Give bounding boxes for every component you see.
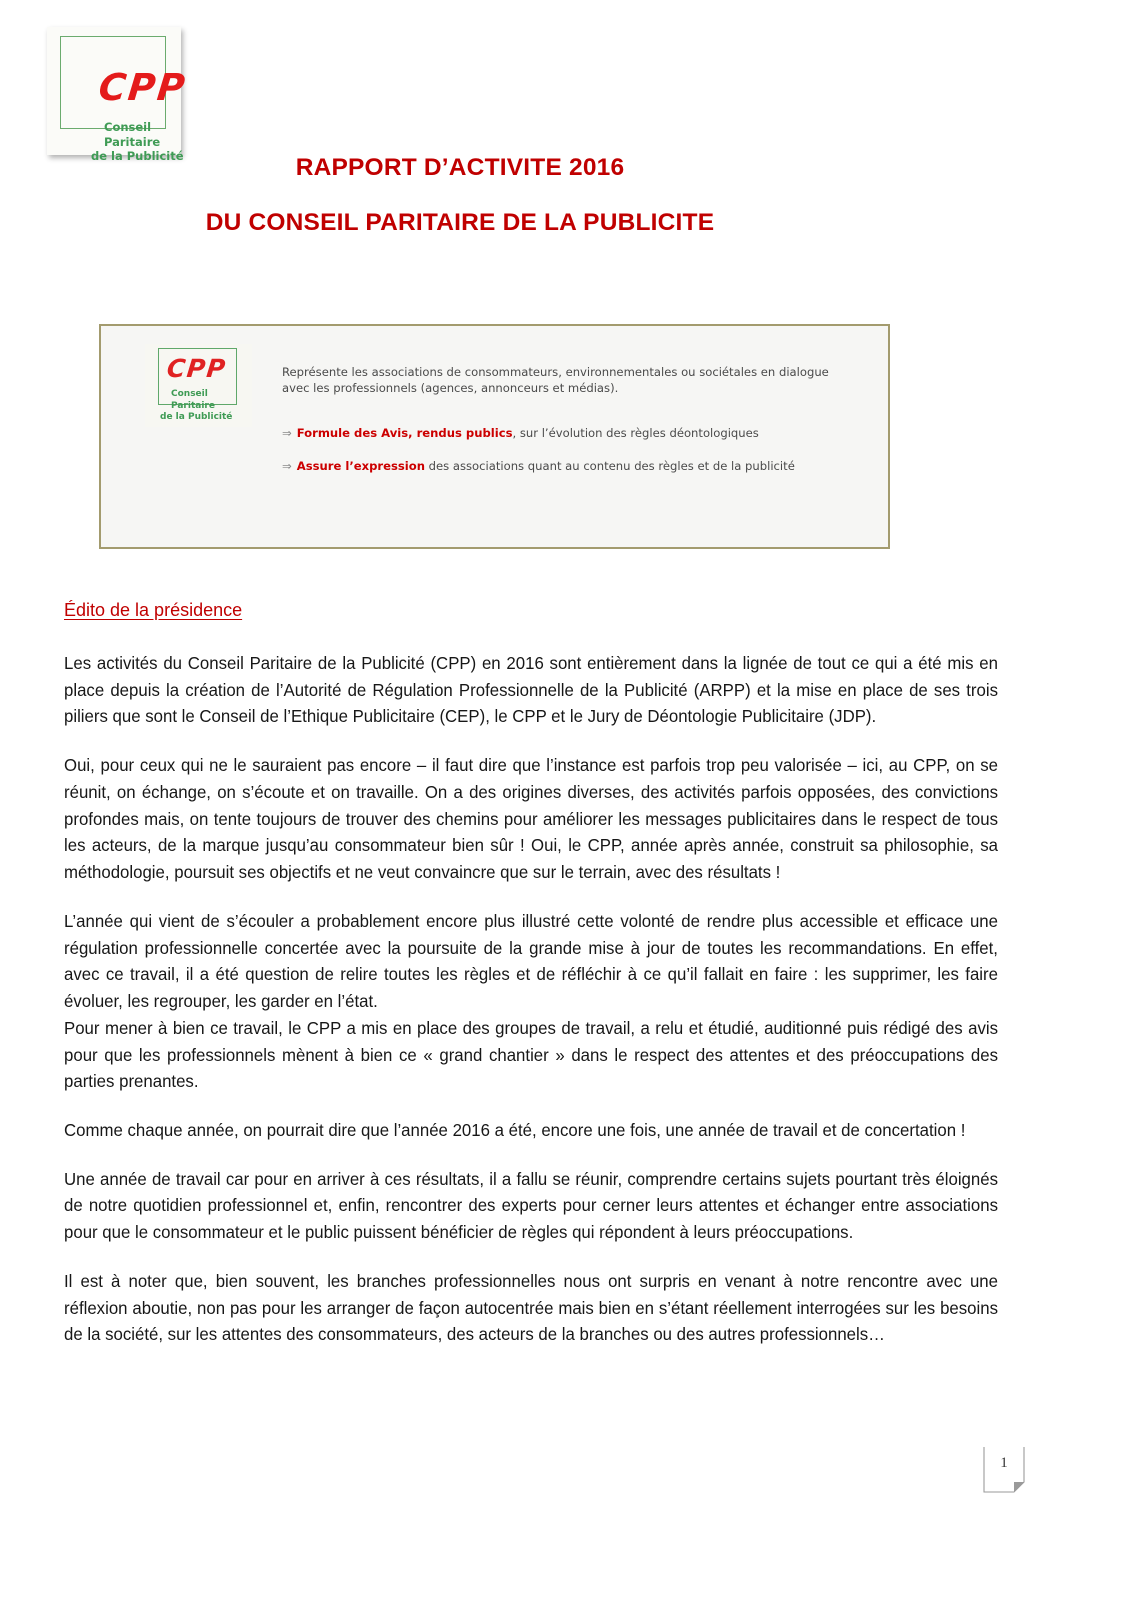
double-arrow-icon: ⇒	[282, 426, 292, 440]
document-title-line-2: DU CONSEIL PARITAIRE DE LA PUBLICITE	[205, 209, 715, 236]
body-paragraph: Pour mener à bien ce travail, le CPP a mis en place des groupes de travail, a relu et étudié, auditionné puis rédigé des avis pour que les professionnels mènent à bien ce « grand chantier » dans le respect des attentes et des préoccupations des parties prenantes.	[64, 1017, 998, 1092]
cpp-logo-subtitle-line3: de la Publicité	[91, 149, 184, 164]
cpp-logo-subtitle-line2: Paritaire	[104, 134, 161, 149]
body-paragraph: Les activités du Conseil Paritaire de la Publicité (CPP) en 2016 sont entièrement dans la lignée de tout ce qui a été mis en place depuis la création de l’Autorité de Régulation Professionnelle de la Publicité (ARPP) et la mise en place de ses trois piliers que sont le Conseil de l’Ethique Publicitaire (CEP), le CPP et le Jury de Déontologie Publicitaire (JDP).	[64, 653, 998, 727]
cpp-logo-subtitle-line1: Conseil	[104, 120, 152, 134]
mission-bullet-2	[282, 458, 857, 474]
mission-bullet-1-highlight: Formule des Avis, rendus publics	[296, 426, 513, 440]
cpp-logo-inbox-line1: Conseil	[171, 389, 208, 399]
body-paragraph: Oui, pour ceux qui ne le sauraient pas encore – il faut dire que l’instance est parfois trop peu valorisée – ici, au CPP, on se réunit, on échange, on s’écoute et on travaille. On a des origines diverses, des activités parfois opposées, des convictions profondes mais, on tente toujours de trouver des chemins pour améliorer les messages publicitaires dans le respect de tous les acteurs, de la marque jusqu’au consommateur bien sûr ! Oui, le CPP, année après année, construit sa philosophie, sa méthodologie, poursuit ses objectifs et ne veut convaincre que sur le terrain, avec des résultats !	[64, 755, 998, 883]
cpp-logo-inbox-wordmark: CPP	[165, 354, 229, 383]
document-title-line-1: RAPPORT D’ACTIVITE 2016	[295, 154, 625, 181]
mission-info-box	[99, 324, 890, 549]
mission-bullet-1-rest: , sur l’évolution des règles déontologiques	[512, 426, 759, 440]
cpp-logo-inbox-line2: Paritaire	[171, 400, 215, 411]
mission-intro-text: Représente les associations de consommateurs, environnementales ou sociétales en dialogue avec les professionnels (agences, annonceurs et médias).	[282, 365, 829, 396]
mission-bullet-1	[282, 425, 857, 441]
cpp-logo-inbox	[145, 344, 252, 427]
cpp-logo-inbox-subtitle	[160, 389, 233, 424]
body-paragraph: L’année qui vient de s’écouler a probablement encore plus illustré cette volonté de rendre plus accessible et efficace une régulation professionnelle concertée avec la poursuite de la grande mise à jour de toutes les recommandations. En effet, avec ce travail, il a été question de relire toutes les règles et de réfléchir à ce qu’il fallait en faire : les supprimer, les faire évoluer, les regrouper, les garder en l’état.	[64, 910, 998, 1012]
page-number: 1	[1000, 1455, 1008, 1471]
mission-bullet-list	[282, 425, 857, 492]
mission-bullet-2-highlight: Assure l’expression	[296, 459, 425, 474]
double-arrow-icon: ⇒	[282, 459, 292, 474]
cpp-logo-wordmark: CPP	[96, 66, 189, 109]
body-paragraph: Il est à noter que, bien souvent, les branches professionnelles nous ont surpris en venant à notre rencontre avec une réflexion aboutie, non pas pour les arranger de façon autocentrée mais bien en s’étant réellement interrogées sur les besoins de la société, sur les attentes des consommateurs, des acteurs de la branches ou des autres professionnels…	[64, 1270, 998, 1345]
section-heading-edito: Édito de la présidence	[64, 600, 243, 620]
cpp-logo-inbox-line3: de la Publicité	[160, 412, 233, 423]
mission-bullet-2-rest: des associations quant au contenu des règles et de la publicité	[424, 459, 795, 474]
body-text-column	[64, 650, 1042, 1370]
page-number-corner	[983, 1447, 1025, 1493]
body-paragraph: Une année de travail car pour en arriver à ces résultats, il a fallu se réunir, comprendre certains sujets pourtant très éloignés de notre quotidien professionnel et, enfin, rencontrer des experts pour cerner leurs attentes et échanger entre associations pour que le consommateur et le public puissent bénéficier de règles qui répondent à leurs préoccupations.	[64, 1168, 998, 1243]
body-paragraph: Comme chaque année, on pourrait dire que l’année 2016 a été, encore une fois, une année de travail et de concertation !	[64, 1120, 966, 1141]
cpp-logo-header	[47, 27, 189, 164]
